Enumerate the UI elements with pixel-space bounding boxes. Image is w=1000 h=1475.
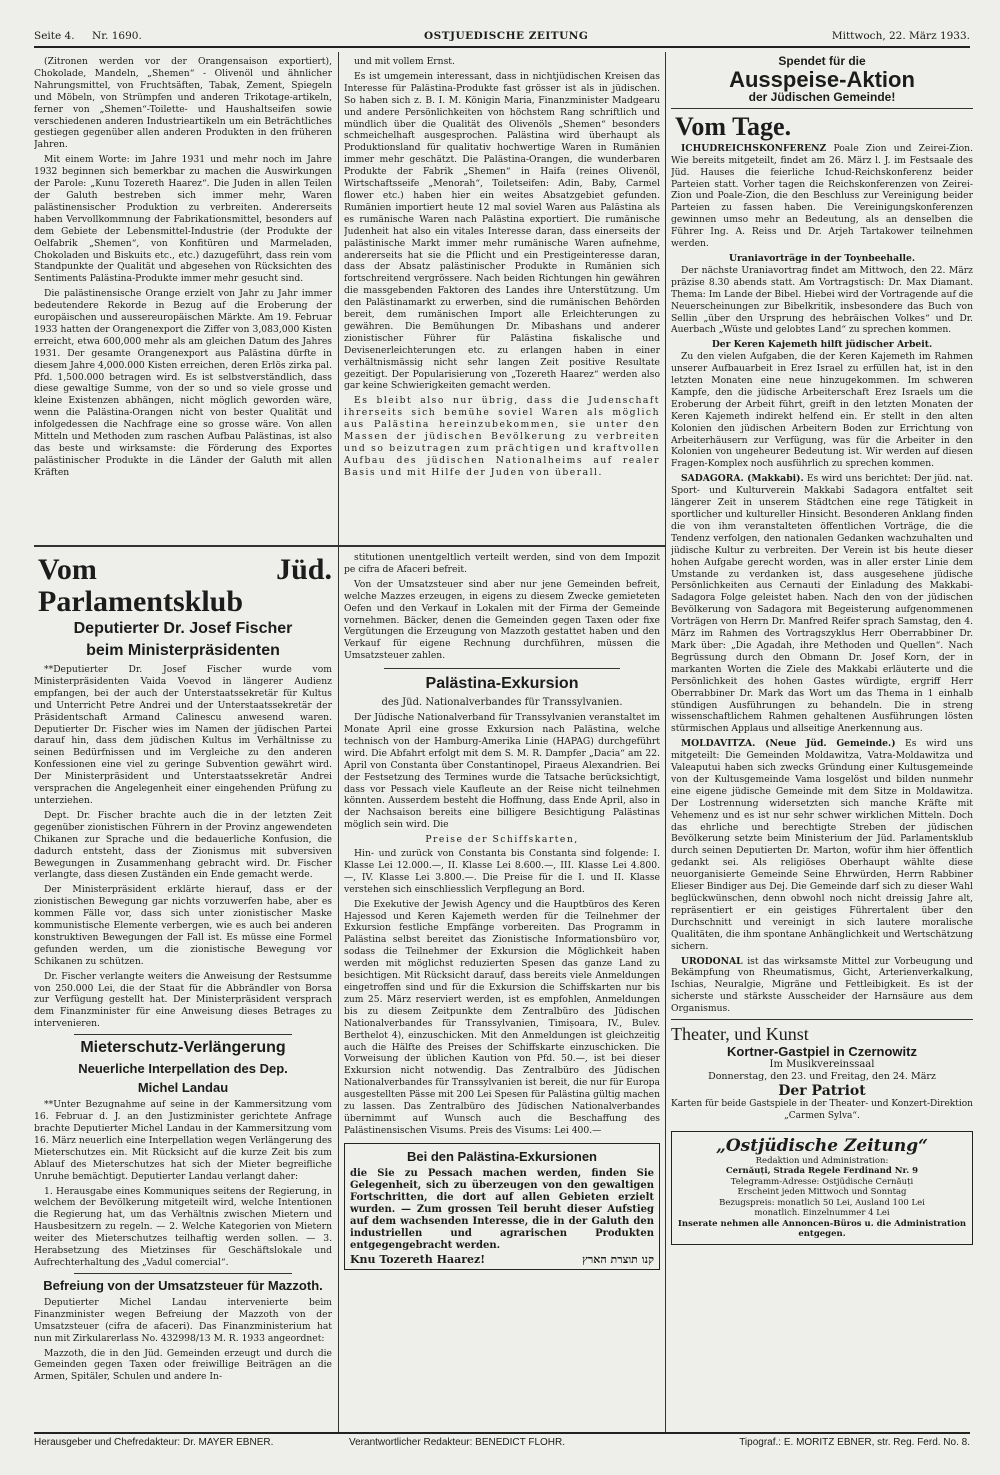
- item-head: ICHUDREICHSKONFERENZ: [681, 142, 827, 154]
- paragraph: Hin- und zurück von Constanta bis Constanta sind folgende: I. Klasse Lei 12.000.—, II. Klasse Lei 8.600.—, III. Klasse Lei 4.800.—, IV. Klasse Lei 3.800.—. Die Preise für die I. und II. Klasse verstehen sich einschliesslich Verpflegung an Bord.: [344, 848, 660, 895]
- item-head: MOLDAVITZA. (Neue Jüd. Gemeinde.): [681, 738, 896, 750]
- paragraph: **Unter Bezugnahme auf seine in der Kammersitzung vom 16. Februar d. J. an den Justizminister gerichtete Anfrage brachte Deputierter Michel Landau in der Kammersitzung vom 16. März neuerlich eine Interpellation wegen Verlängerung des Mieterschutzes ein. Mit Rücksicht auf die kurze Zeit bis zum Ablauf des Mieterschutzes hat sich der Mieter begreifliche Unruhe bemächtigt. Deputierter Landau verlangt daher:: [34, 1099, 332, 1182]
- section-parliament: [34, 552, 332, 1430]
- item-text: Es wird uns berichtet: Der jüd. nat. Sport- und Kulturverein Makkabi Sadagora entfaltet seit längerer Zeit in unserem Städtchen eine rege Tätigkeit in sportlicher und kultureller Hinsicht. Besonderen Anklang finden die von ihm veranstalteten öffentlichen Vorträge, die die Tendenz verfolgen, den nationalen Gedanken wachzuhalten und jüdische Kultur zu verbreiten. Der Verein ist bis heute dieser hohen Aufgabe gerecht worden, was in aller erster Linie dem Umstande zu verdanken ist, dass ausgesehene jüdische Persönlichkeiten aus Cernauti der Einladung des Makkabi-Sadagora Folge geleistet haben. Nach den von der jüdischen Bevölkerung von Sadagora mit Begeisterung aufgenommenen Vorträgen von Herrn Dr. Manfred Reifer sprach Samstag, den 4. März im Rahmen des Vortragszyklus Herr Oberrabbiner Dr. Mark über: „Die Agadah, ihre Methoden und Quellen“. Nach Begrüssung durch den Obmann Dr. Josef Korn, der in markanten Worten die Ziele des Makkabi erläuterte und die Persönlichkeit des hohen Gastes würdigte, ergriff Herr Oberrabbiner Dr. Mark das Wort um das Thema in 1 einhalb stündigen Ausführungen zu behandeln. Die in streng wissenschaftlichem Rahmen gehaltenen Ausführungen lösten stürmischen Applaus und allseitige Anerkennung aus.: [671, 473, 973, 735]
- paragraph: (Zitronen werden vor der Orangensaison exportiert), Chokolade, Mandeln, „Shemen“ - Olivenöl und ähnlicher Nahrungsmittel, von Fruchtsäften, Tabak, Zement, Spiegeln und Möbeln, von Strümpfen und anderen Trikotage-artikeln, ferner von „Shemen“-Toilette- und Haushaltseifen sowie verschiedenen anderen Industrieartikeln um ein Beträchtliches gestiegen gegenüber allen anderen Produkten in den früheren Jahren.: [34, 56, 332, 151]
- section-rule: [34, 545, 665, 547]
- item-head: URODONAL: [681, 955, 743, 967]
- paragraph: Der Jüdische Nationalverband für Transsylvanien veranstaltet im Monate April eine grosse Exkursion nach Palästina, welche technisch von der Hamburg-Amerika Linie (HAPAG) durchgeführt wird. Die Abfahrt erfolgt mit dem S. M. R. Dampfer „Dacia“ am 22. April von Constanta über Constantinopel, Piraeus Alexandrien. Bei der Festsetzung des Termines wurde die Tatsache berücksichtigt, dass vor Pessach viele Kaufleute an der Reise nicht teilnehmen könnten. Ausserdem besteht die Hoffnung, dass Ende April, also in der Nachsaison bereits eine billigere Besichtigung Palästinas möglich sein wird. Die: [344, 712, 660, 831]
- paragraph: Die Exekutive der Jewish Agency und die Hauptbüros des Keren Hajessod und Keren Kajemeth werden für die Teilnehmer der Exkursion festliche Empfänge vorbereiten. Das Programm in Palästina selbst bereitet das Zionistische Informationsbüro vor, sodass die Teilnehmer der Exkursion die Möglichkeit haben werden mit möglichst reduzierten Spesen das ganze Land zu besichtigen. Mit Rücksicht darauf, dass bereits viele Anmeldungen eingetroffen sind und für die Exkursion die Schiffskarten nur bis zum 25. März reserviert werden, ist es empfohlen, Anmeldungen bis zu diesem Zeitpunkte dem Zentralbüro des Jüdischen Nationalverbandes für Transsylvanien, Timișoara, IV., Bulev. Berthelot 4), einzuschicken. Mit den Anmeldungen ist gleichzeitig auch die Hälfte des Preises der Schiffskarte einzuschicken. Die Vorweisung der üblichen Kaution von Pfd. 50.—, ist bei dieser Exkursion nicht notwendig. Das Zentralbüro des Jüdischen Nationalverbandes für Transsylvanien ist bereit, die nur für Europa ausgestellten Pässe mit 200 Lei Spesen für Palästina gültig machen zu lassen. Das Zentralbüro des Jüdischen Nationalverbandes übernimmt auf Wunsch auch die Beschaffung des Palästinensischen Visums. Preis des Visums: Lei 400.—: [344, 898, 660, 1136]
- paragraph: Deputierter Michel Landau intervenierte beim Finanzminister wegen Befreiung der Mazzoth von der Umsatzsteuer (cifra de afaceri). Das Finanzministerium hat nun mit Zirkularerlass No. 432998/13 M. R. 1933 angeordnet:: [34, 1296, 332, 1344]
- theater-line: Karten für beide Gastspiele in der Theater- und Konzert-Direktion „Carmen Sylva“.: [671, 1098, 973, 1121]
- ad-line: Spendet für die: [778, 56, 866, 68]
- footer-printer: Tipograf.: E. MORITZ EBNER, str. Reg. Ferd. No. 8.: [739, 1437, 970, 1448]
- ad-text: die Sie zu Pessach machen werden, finden Sie Gelegenheit, sich zu überzeugen von den gewaltigen Fortschritten, die dort auf allen Gebieten erzielt wurden. — Zum grossen Teil beruht dieser Aufstieg auf dem wachsenden Interesse, die in der Galuth den industriellen und agrarischen Produkten entgegengebracht werden.: [350, 1167, 654, 1251]
- paragraph: Dept. Dr. Fischer brachte auch die in der letzten Zeit gegenüber zionistischen Führern in der Provinz angewendeten Chikanen zur Sprache und die bedauerliche Konfusion, die dadurch entsteht, dass der Zionismus mit subversiven Bewegungen in Zusammenhang gebracht wird. Dr. Fischer verlangte, dass diesen Zuständen ein Ende gemacht werde.: [34, 809, 332, 881]
- column-rule: [665, 52, 666, 1432]
- ad-line: Ausspeise-Aktion: [729, 66, 915, 92]
- paragraph: Mit einem Worte: im Jahre 1931 und mehr noch im Jahre 1932 beginnen sich bemerkbar zu machen die Auswirkungen der Parole: „Kunu Tozereth Haarez“. Die Juden in allen Teilen der Galuth bestreben sich immer mehr, Waren palästinensischer Produktion zu verbreiten. Andererseits haben Vervollkommnung der Fabrikationsmittel, besonders auf dem Gebiete der Lebensmittel-Industrie (der Produkte der Oelfabrik „Shemen“, von Konfitüren und Marmeladen, Chokoladen und Biskuits etc., etc.) dazugeführt, dass rein vom Standpunkte der Qualität und abgesehen von Rücksichten des Sentiments Palästina-Produkte immer mehr gesucht sind.: [34, 154, 332, 285]
- column-3: [671, 56, 973, 1430]
- page-number: Seite 4.: [34, 30, 75, 42]
- paragraph: und mit vollem Ernst.: [354, 56, 455, 67]
- ad-spendet: [671, 56, 973, 104]
- item-head: Uraniavorträge in der Toynbeehalle.: [728, 252, 916, 264]
- page-footer: [34, 1432, 970, 1452]
- section-title: Vom Tage.: [675, 111, 792, 141]
- article-title: Befreiung von der Umsatzsteuer für Mazzoth.: [43, 1277, 323, 1293]
- masthead-line: Inserate nehmen alle Annoncen-Büros u. die Administration entgegen.: [677, 1218, 967, 1240]
- item-text: Poale Zion und Zeirei-Zion. Wie bereits mitgeteilt, findet am 26. März l. J. im Festsaale des Jüd. Hauses die feierliche Ichud-Reichskonferenz beider Parteien statt. Vorher tagen die Reichskonferenzen von Zeirei-Zion und Poale-Zion, die den Beschluss zur Vereinigung beider Parteien zu fassen haben. Die Vereinigungskonferenzen gewinnen umso mehr an Bedeutung, als an denselben die Führer Ing. A. Reiss und Dr. Arjeh Tartakower teilnehmen werden.: [671, 142, 973, 250]
- paragraph: Dr. Fischer verlangte weiters die Anweisung der Restsumme von 250.000 Lei, die der Staat für die Abbrändler von Borsa zur Verfügung gestellt hat. Der Ministerpräsident versprach dem Finanzminister für eine Anweisung dieses Betrages zu intervenieren.: [34, 970, 332, 1030]
- article-title: Mieterschutz-Verlängerung: [80, 1039, 286, 1057]
- issue-date: Mittwoch, 22. März 1933.: [831, 30, 970, 42]
- theater-line: Donnerstag, den 23. und Freitag, den 24. März: [708, 1070, 936, 1082]
- article-title: Palästina-Exkursion: [425, 675, 579, 693]
- theater-line: Kortner-Gastpiel in Czernowitz: [727, 1044, 917, 1060]
- paragraph: Mazzoth, die in den Jüd. Gemeinden erzeugt und durch die Gemeinden gegen Taxen oder freiwillige Beiträgen an die Armen, Spitäler, Schulen und andere In-: [34, 1347, 332, 1383]
- ad-slogan-hebrew: קנו תוצרת הארץ: [582, 1252, 654, 1266]
- masthead-line: Redaktion und Administration:: [755, 1155, 889, 1166]
- theater-line: Der Patriot: [778, 1082, 866, 1099]
- column-rule: [338, 52, 339, 1432]
- paragraph: 1. Herausgabe eines Kommuniques seitens der Regierung, in welchem der Bevölkerung mitgeteilt wird, welche Intentionen die Regierung hat, um das Verhältnis zwischen Mietern und Hausbesitzern zu regeln. — 2. Welche Kategorien von Mietern weiter des Mieterschutzes teilhaftig werden sollen. — 3. Herabsetzung des Mietzinses für Geschäftslokale und Aufrechterhaltung des „Vadul comercial“.: [34, 1185, 332, 1268]
- masthead-line: Erscheint jeden Mittwoch und Sonntag: [737, 1187, 907, 1198]
- item-text: Der nächste Uraniavortrag findet am Mittwoch, den 22. März präzise 8.30 abends statt. Am Vortragstisch: Dr. Max Diamant. Thema: Im Lande der Bibel. Hiebei wird der Vortragende auf die Neuerscheinungen zur Bibelkritik, insbesondere das Buch von Sellin „über den Ursprung des hebräischen Volkes“ und Dr. Auerbach „Wüste und gelobtes Land“ zu sprechen kommen.: [671, 264, 973, 336]
- masthead-title: „Ostjüdische Zeitung“: [716, 1135, 928, 1156]
- theater-line: Im Musikvereinssaal: [769, 1059, 875, 1071]
- issue-number: Nr. 1690.: [92, 30, 142, 42]
- section-exkursion: [344, 552, 660, 1430]
- article-subtitle: Michel Landau: [137, 1080, 229, 1096]
- paragraph: Von der Umsatzsteuer sind aber nur jene Gemeinden befreit, welche Mazzes erzeugen, in eigens zu diesem Zwecke gemieteten Oefen und den Verkauf in Lokalen mit der Firma der Gemeinde vornehmen. Bäcker, denen die Gemeinden gegen Taxen oder fixe Vergütungen die Erzeugung von Mazzoth gestattet haben und den Verkauf für eigene Rechnung durchführen, müssen die Umsatzsteuer zahlen.: [344, 578, 660, 662]
- section-subtitle: beim Ministerpräsidenten: [86, 642, 280, 659]
- footer-editor: Verantwortlicher Redakteur: BENEDICT FLOHR.: [349, 1437, 566, 1448]
- price-heading: Preise der Schiffskarten,: [425, 834, 579, 846]
- masthead-line: monatlich. Einzelnummer 4 Lei: [754, 1208, 890, 1219]
- article-subtitle: Neuerliche Interpellation des Dep.: [78, 1061, 288, 1077]
- masthead-box: [671, 1131, 973, 1245]
- paragraph: **Deputierter Dr. Josef Fischer wurde vom Ministerpräsidenten Vaida Voevod in längerer Audienz empfangen, bei der auch der Unterstaatssekretär für Kultus und Unterricht Petre Andrei und der Unterstaatssekretär der Präsidentschaft Armand Calinescu anwesend waren. Deputierter Dr. Fischer wies im Namen der jüdischen Partei darauf hin, dass dem jüdischen Kultus im Verhältnisse zu seinen Bedürfnissen und im Vergleiche zu den anderen Konfessionen eine viel zu geringe Subvention gewährt wird. Der Ministerpräsident und Unterstaatssekretär Andrei versprachen die Angelegenheit einer eingehenden Prüfung zu unterziehen.: [34, 664, 332, 806]
- section-subtitle: Deputierter Dr. Josef Fischer: [73, 620, 293, 637]
- masthead-line: Cernăuți, Strada Regele Ferdinand Nr. 9: [725, 1166, 919, 1177]
- ad-box-exkursionen: [344, 1143, 660, 1270]
- section-title: Vom Jüd. Parlamentsklub: [38, 553, 332, 618]
- paragraph: Es ist umgemein interessant, dass in nichtjüdischen Kreisen das Interesse für Palästina-Produkte fast grösser ist als in jüdischen. So haben sich z. B. I. M. Königin Maria, Finanzminister Madgearu und andere Persönlichkeiten von höchstem Rang schriftlich und mündlich über die Qualität des Olivenöls „Shemen“ besonders schmeichelhaft ausgesprochen. Palästina wird überhaupt als Produktionsland für qualitativ hochwertige Waren in Rumänien immer mehr geschätzt. Die Palästina-Orangen, die wunderbaren Produkte der Fabrik „Shemen“ in Haifa (reines Olivenöl, Wirtschaftsseife „Menorah“, Toiletseifen: Adin, Baby, Carmel flower etc.) haben hier ein weites Absatzgebiet gefunden. Rumänien importiert heute 12 mal soviel Waren aus Palästina als es rumänische Waren nach Palästina exportiert. Die rumänische Judenheit hat also ein vitales Interesse daran, dass einerseits der palästinische Markt immer mehr rumänische Waren aufnehme, andererseits hat sie die Pflicht und ein Prestigeinteresse daran, dass der Absatz palästinischer Produkte in Rumänien sich fortschreitend vergrössere. Nach beiden Richtungen hin gewähren die massgebenden Faktoren des Landes ihre Unterstützung. Um den Palästinamarkt zu erwerben, sind die rumänischen Behörden bereit, dem rumänischen Import alle Erleichterungen zu gewähren. Die Bemühungen Dr. Mibashans und anderer zionistischer Führer für Palästina fiskalische und Devisenerleichterungen etc. zu erlangen haben in einer verhältnismässig nicht sehr langen Zeit positive Resultate gezeitigt. Der Popularisierung von „Tozereth Haarez“ werden also gar keine Schwierigkeiten gemacht werden.: [344, 70, 660, 392]
- paragraph: stitutionen unentgeltlich verteilt werden, sind von dem Impozit pe cifra de Afaceri befreit.: [344, 552, 660, 575]
- article-subtitle: des Jüd. Nationalverbandes für Transsylvanien.: [381, 697, 623, 709]
- masthead-line: Bezugspreis: monatlich 50 Lei, Ausland 100 Lei: [719, 1197, 925, 1208]
- item-text: Es wird uns mitgeteilt: Die Gemeinden Moldawitza, Vatra-Moldawitza und Valeaputui haben sich zwecks Gründung einer Kultusgemeinde von der Kultusgemeinde Vama losgelöst und bilden nunmehr eine eigene jüdische Gemeinde mit dem Sitze in Moldawitza. Der Lostrennung widersetzten sich manche Kräfte mit Vehemenz und es ist nur sehr schwer wirklichen Mitteln. Doch das ehrliche und berechtigte Streben der jüdischen Bevölkerung setzte beim Ministerium der Jüd. Parlamentsklub durch seinen Deputierten Dr. Marton, wofür ihm hier öffentlich gedankt sei. Als religiöses Oberhaupt wählte diese neuorganisierte Gemeinde Seine Ehrwürden, Herrn Rabbiner Elieser Bindiger aus Dej. Die Gemeinde darf sich zu dieser Wahl beglückwünschen, denn obwohl noch nicht dreissig Jahre alt, repräsentiert er ein geistiges Führertalent über den Durchschnitt und vereinigt in sich lautere moralische Qualitäten, die ihm spontane Anhänglichkeit und Wertschätzung sichern.: [671, 738, 973, 952]
- article-orange-export-col1: [34, 56, 332, 542]
- paragraph: Der Ministerpräsident erklärte hierauf, dass er der zionistischen Bewegung gar nichts vorzuwerfen habe, aber es kommen Fälle vor, dass sich unter zionistischer Maske kommunistische Elemente verbergen, wie es auch bei anderen konstruktiven Bewegungen der Fall ist. Es müsse eine Formel gefunden werden, um die zionistische Bewegung vor Schikanen zu schützen.: [34, 884, 332, 967]
- paragraph: Es bleibt also nur übrig, dass die Judenschaft ihrerseits sich bemühe soviel Waren als möglich aus Palästina hereinzubekommen, sie unter den Massen der jüdischen Bevölkerung zu verbreiten und so beizutragen zum prächtigen und kraftvollen Aufbau des jüdischen Nationalheims auf realer Basis und mit Hilfe der Juden von überall.: [344, 395, 660, 478]
- theater-title: Theater, und Kunst: [671, 1024, 809, 1045]
- paragraph: Die palästinensische Orange erzielt von Jahr zu Jahr immer bedeutendere Rekorde in Bezug auf die Eroberung der europäischen und aussereuropäischen Märkte. Am 19. Februar 1933 hatten der Orangenexport die Ziffer von 3,083,000 Kisten erreicht, etwa 600,000 mehr als am gleichen Datum des Jahres 1931. Der gesamte Orangenexport aus Palästina dürfte in diesem Jahre 4,000.000 Kisten erreichen, deren Erlös zirka pal. Pfd. 1,500.000 betragen wird. Es ist selbstverständlich, dass diese gewaltige Summe, von der so und so viele grosse und kleine Existenzen abhängen, nicht möglich geworden wäre, wenn die Palästina-Orangen nicht von bester Qualität und infolgedessen die Nachfrage eine so grosse wäre. Von allen Mitteln und Methoden zum raschen Aufbau Palästinas, ist also das beste und wirksamste: die Förderung des Exportes palästinischer Produkte in die Länder der Galuth mit allen Kräften: [34, 288, 332, 478]
- masthead-line: Telegramm-Adresse: Ostjüdische Cernăuți: [730, 1176, 914, 1187]
- ad-title: Bei den Palästina-Exkursionen: [406, 1148, 597, 1164]
- item-head: SADAGORA. (Makkabi).: [681, 473, 804, 485]
- item-text: ist das wirksamste Mittel zur Vorbeugung und Bekämpfung von Rheumatismus, Gicht, Arterienverkalkung, Ischias, Neuralgie, Migräne und Fettleibigkeit. Es ist der sicherste und stärkste Ausscheider der Harnsäure aus dem Organismus.: [671, 955, 973, 1015]
- ad-line: der Jüdischen Gemeinde!: [748, 89, 896, 104]
- ad-slogan: Knu Tozereth Haarez!: [350, 1252, 486, 1266]
- footer-publisher: Herausgeber und Chefredakteur: Dr. MAYER EBNER.: [34, 1437, 274, 1448]
- item-head: Der Keren Kajemeth hilft jüdischer Arbeit.: [711, 339, 933, 351]
- paper-name: OSTJUEDISCHE ZEITUNG: [424, 30, 589, 42]
- item-text: Zu den vielen Aufgaben, die der Keren Kajemeth im Rahmen unserer Aufbauarbeit in Erez Israel zu erfüllen hat, ist in den letzten Monaten eine neue hinzugekommen. Im schweren Kampfe, den die jüdische Arbeiterschaft Erez Israels um die Eroberung der Arbeit führt, greift in den letzten Monaten der Keren Kajemeth indirekt helfend ein. Er stellt in den alten Kolonien den jüdischen Arbeitern Boden zur Errichtung von Arbeiterhäusern zur Verfügung, was für die Arbeiter in den Kolonien von ungeheurer Bedeutung ist. Wir werden auf diesen Fragen-Komplex noch ausführlich zu sprechen kommen.: [671, 351, 973, 470]
- article-orange-export-col2: [344, 56, 660, 542]
- page-header: [34, 30, 970, 48]
